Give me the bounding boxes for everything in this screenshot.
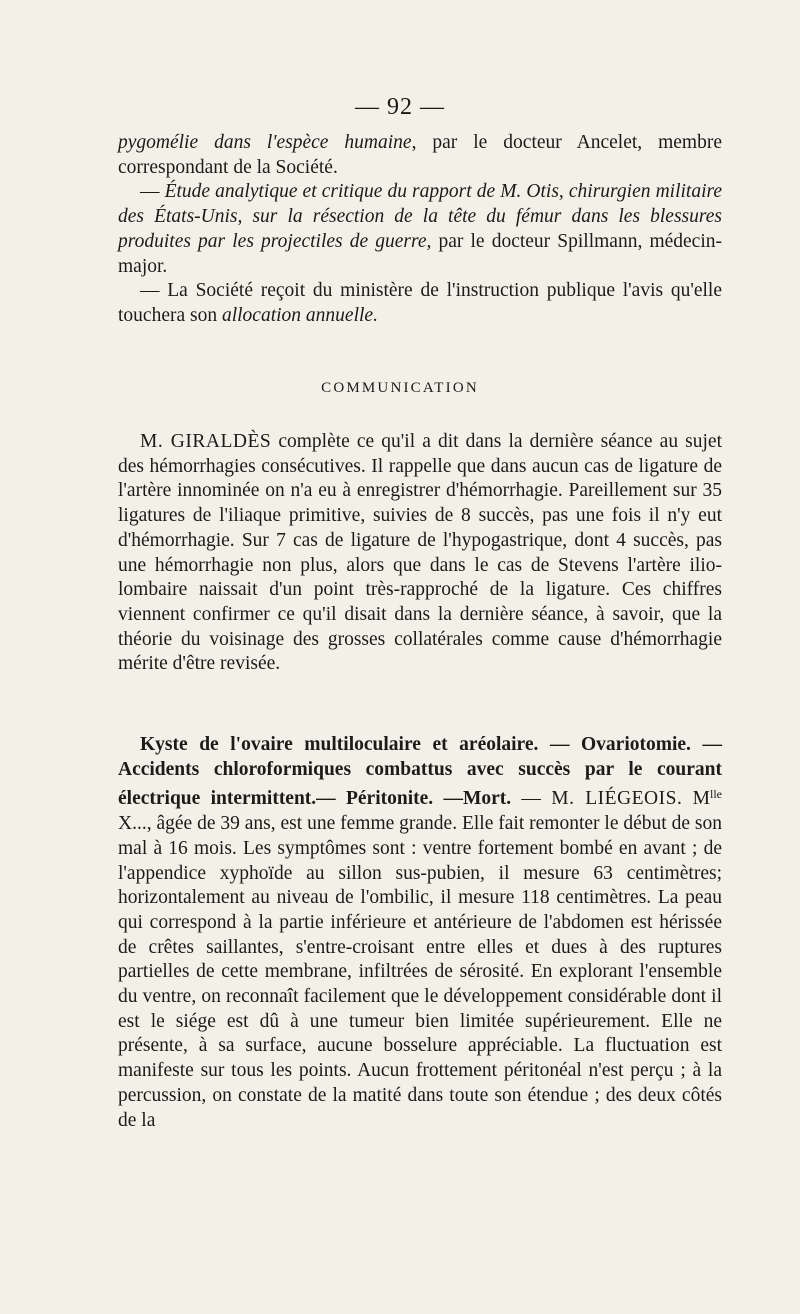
- paragraph-allocation: [118, 279, 722, 328]
- page-number: — 92 —: [355, 94, 445, 120]
- intro-section: [118, 131, 722, 329]
- italic-title: Étude analytique et critique du rapport de M. Otis, chirurgien militaire des États-Unis, sur la résection de la tête du fémur dans les blessures produites par les projectiles de guerre,: [118, 181, 723, 252]
- paragraph-text: X..., âgée de 39 ans, est une femme grande. Elle fait remonter le début de son mal à 16 mois. Les symptômes sont : ventre fortement bombé en avant ; de l'appendice xyphoïde au sillon sus-pubien, il mesure 63 centimètres; horizontalement au niveau de l'ombilic, il mesure 118 centimètres. La peau qui correspond à la partie inférieure et antérieure de l'abdomen est hérissée de crêtes saillantes, s'entre-croisant entre elles et dues à des ruptures partielles de cette membrane, infiltrées de sérosité. En explorant l'ensemble du ventre, on reconnaît facilement que le développement considérable dont il est le siége est dû à une tumeur bien limitée supérieurement. Elle ne présente, à sa surface, aucune bosselure appréciable. La fluctuation est manifeste sur tous les points. Aucun frottement péritonéal n'est perçu ; à la percussion, on constate de la matité dans toute son étendue ; des deux côtés de la: [118, 813, 722, 1131]
- italic-title: pygomélie dans l'espèce humaine: [118, 132, 412, 153]
- communication-section: [118, 430, 722, 677]
- case-title: Kyste de l'ovaire multiloculaire et aréolaire. — Ovariotomie. — Accidents chloroformiques combattus avec succès par le courant électrique intermittent.— Péritonite. —Mort.: [118, 734, 722, 810]
- paragraph-liegeois: [118, 733, 722, 1133]
- patient-prefix-superscript: lle: [710, 787, 722, 802]
- author-name: M. LIÉGEOIS.: [551, 788, 683, 810]
- paragraph-text: — La Société reçoit du ministère de l'instruction publique l'avis qu'elle touchera son: [118, 280, 722, 326]
- paragraph-text: par le docteur Spillmann, médecin-major.: [118, 230, 722, 277]
- section-heading: COMMUNICATION: [321, 380, 479, 396]
- patient-prefix: M: [682, 788, 710, 810]
- paragraph-giraldes: [118, 430, 722, 677]
- paragraph-text: complète ce qu'il a dit dans la dernière séance au sujet des hémorrhagies consécutives. Il rappelle que dans aucun cas de ligature de l'artère innominée on n'a eu à enregistrer d'hémorrhagie. Pareillement sur 35 ligatures de l'iliaque primitive, suivies de 8 succès, pas une fois il n'y eut d'hémorrhagie. Sur 7 cas de ligature de l'hypogastrique, dont 4 succès, pas une hémorrhagie non plus, alors que dans le cas de Stevens l'artère ilio-lombaire naissait d'un point très-rapproché de la ligature. Ces chiffres viennent confirmer ce qu'il disait dans la dernière séance, à savoir, que la théorie du voisinage des grosses collatérales comme cause d'hémorrhagie mérite d'être revisée.: [118, 431, 722, 675]
- paragraph-text: , par le docteur Ancelet, membre correspondant de la Société.: [118, 132, 722, 178]
- paragraph-spillmann: [118, 180, 722, 279]
- italic-phrase: allocation annuelle.: [221, 304, 378, 326]
- dash: —: [140, 181, 165, 203]
- paragraph-ancelet: [118, 131, 722, 180]
- case-section: [118, 733, 722, 1133]
- author-name: M. GIRALDÈS: [140, 431, 272, 452]
- dash: —: [511, 788, 552, 810]
